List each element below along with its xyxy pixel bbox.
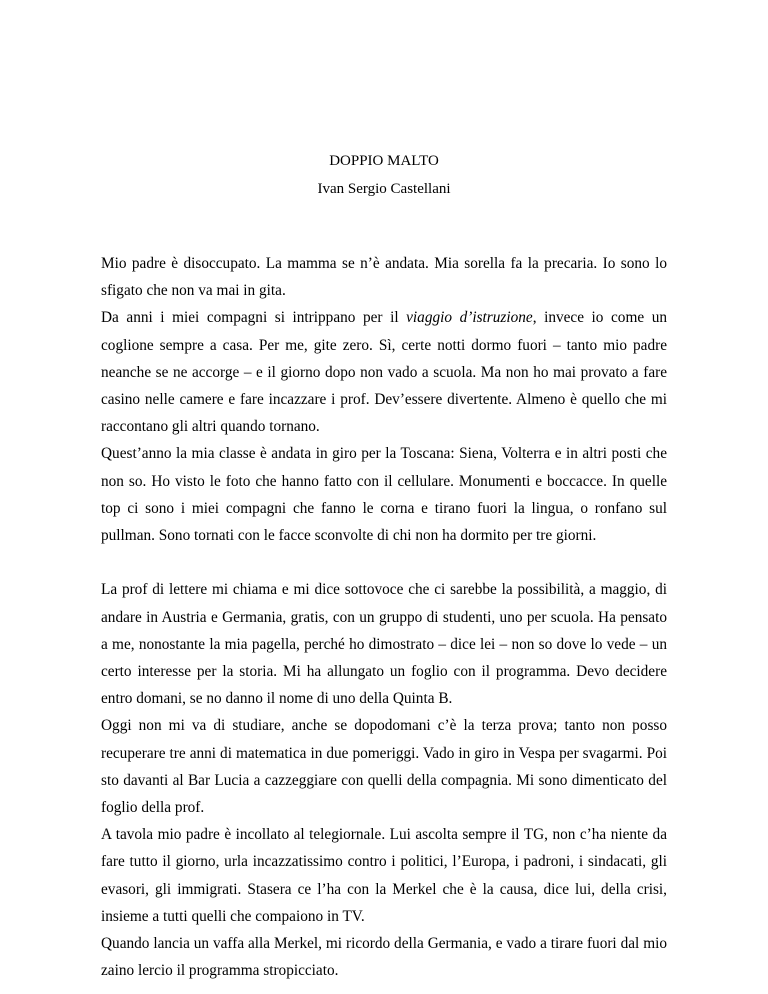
story-body: [101, 250, 667, 984]
paragraph-text: , invece io come un coglione sempre a casa. Per me, gite zero. Sì, certe notti dormo fuori – tanto mio padre neanche se ne accorge – e il giorno dopo non vado a scuola. Ma non ho mai provato a fare casino nelle camere e fare incazzare i prof. Dev’essere divertente. Almeno è quello che mi raccontano gli altri quando tornano.: [101, 309, 668, 436]
paragraph-text: Mio padre è disoccupato. La mamma se n’è andata. Mia sorella fa la precaria. Io sono lo sfigato che non va mai in gita.: [101, 255, 667, 300]
paragraph-text: Quando lancia un vaffa alla Merkel, mi ricordo della Germania, e vado a tirare fuori dal mio zaino lercio il programma stropicciato.: [101, 935, 667, 980]
paragraph-text: A tavola mio padre è incollato al telegiornale. Lui ascolta sempre il TG, non c’ha niente da fare tutto il giorno, urla incazzatissimo contro i politici, l’Europa, i padroni, i sindacati, gli evasori, gli immigrati. Stasera ce l’ha con la Merkel che è la causa, dice lui, della crisi, insieme a tutti quelli che compaiono in TV.: [101, 826, 667, 925]
paragraph: [101, 304, 667, 440]
paragraph: [101, 440, 667, 549]
story-title: DOPPIO MALTO: [329, 153, 439, 169]
paragraph-text: Da anni i miei compagni si intrippano per il: [101, 309, 407, 327]
paragraph-text: Oggi non mi va di studiare, anche se dopodomani c’è la terza prova; tanto non posso recuperare tre anni di matematica in due pomeriggi. Vado in giro in Vespa per svagarmi. Poi sto davanti al Bar Lucia a cazzeggiare con quelli della compagnia. Mi sono dimenticato del foglio della prof.: [101, 717, 667, 817]
paragraph-text: Quest’anno la mia classe è andata in giro per la Toscana: Siena, Volterra e in altri posti che non so. Ho visto le foto che hanno fatto con il cellulare. Monumenti e boccacce. In quelle top ci sono i miei compagni che fanno le corna e tirano fuori la lingua, o ronfano sul pullman. Sono tornati con le facce sconvolte di chi non ha dormito per tre giorni.: [101, 445, 667, 545]
italic-text: viaggio d’istruzione: [406, 309, 533, 327]
paragraph-text: La prof di lettere mi chiama e mi dice sottovoce che ci sarebbe la possibilità, a maggio, di andare in Austria e Germania, gratis, con un gruppo di studenti, uno per scuola. Ha pensato a me, nonostante la mia pagella, perché ho dimostrato – dice lei – non so dove lo vede – un certo interesse per la storia. Mi ha allungato un foglio con il programma. Devo decidere entro domani, se no danno il nome di uno della Quinta B.: [101, 581, 667, 708]
story-author: Ivan Sergio Castellani: [317, 181, 451, 197]
paragraph: [101, 576, 667, 712]
paragraph: [101, 821, 667, 930]
paragraph: [101, 712, 667, 821]
paragraph: [101, 930, 667, 984]
paragraph: [101, 250, 667, 304]
